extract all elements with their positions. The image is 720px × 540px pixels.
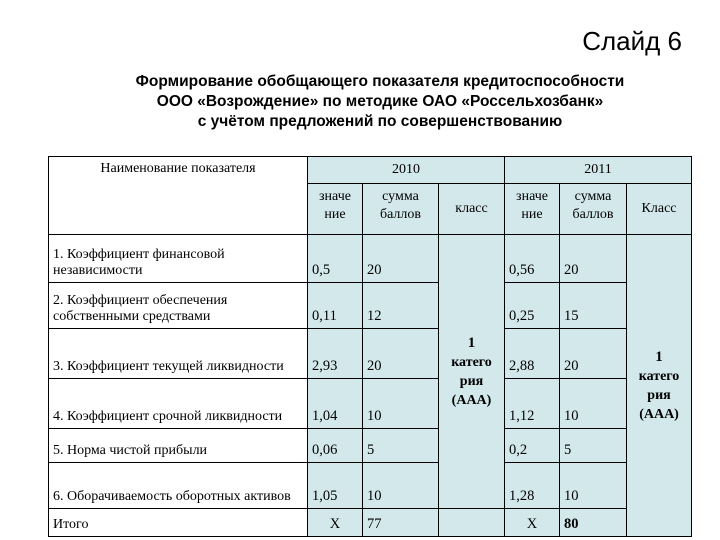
class-2010-empty-cell [439, 509, 505, 537]
row-value-2011: 0,56 [505, 235, 560, 283]
row-name: 1. Коэффициент финансовой независимости [49, 235, 308, 283]
row-score-2010: 5 [363, 429, 439, 463]
row-name: 4. Коэффициент срочной ликвидности [49, 379, 308, 429]
row-score-2010: 77 [363, 509, 439, 537]
class-2010-line3: рия [459, 373, 484, 389]
header-score-line2: баллов [379, 207, 422, 222]
creditworthiness-table [48, 156, 692, 537]
table-row [49, 329, 692, 379]
row-value-2010: 1,05 [308, 463, 363, 509]
header-value-line2: ние [521, 207, 543, 222]
header-score-2011 [560, 184, 627, 235]
row-value-2011: Х [505, 509, 560, 537]
row-score-2011: 20 [560, 329, 627, 379]
row-score-2010: 10 [363, 379, 439, 429]
header-value-2011 [505, 184, 560, 235]
class-2011-line1: 1 [655, 348, 663, 365]
table-row-total [49, 509, 692, 537]
class-2011-cell [627, 235, 692, 537]
class-2011-line4: (ААА) [639, 406, 679, 422]
slide-title [40, 72, 720, 132]
row-score-2011: 10 [560, 379, 627, 429]
row-value-2010: 2,93 [308, 329, 363, 379]
row-name: 6. Оборачиваемость оборотных активов [49, 463, 308, 509]
row-score-2011: 20 [560, 235, 627, 283]
row-score-2010: 20 [363, 329, 439, 379]
header-value-line1: значе [319, 189, 351, 204]
title-line-1: Формирование обобщающего показателя кредитоспособности [135, 73, 625, 90]
slide-number-label: Слайд 6 [582, 26, 682, 56]
header-score-line2: баллов [572, 207, 614, 222]
row-value-2010: 0,11 [308, 283, 363, 329]
header-score-line1: сумма [382, 189, 419, 204]
title-line-2: ООО «Возрождение» по методике ОАО «Россельхозбанк» [156, 93, 604, 110]
header-score-line1: сумма [574, 189, 612, 204]
header-year-2011: 2011 [505, 157, 692, 184]
row-value-2011: 1,12 [505, 379, 560, 429]
row-name: 5. Норма чистой прибыли [49, 429, 308, 463]
class-2011-line3: рия [647, 387, 671, 403]
header-value-line2: ние [324, 207, 346, 222]
row-value-2011: 0,2 [505, 429, 560, 463]
title-line-3: с учётом предложений по совершенствованию [197, 113, 563, 130]
row-name: 3. Коэффициент текущей ликвидности [49, 329, 308, 379]
row-name: 2. Коэффициент обеспечения собственными средствами [49, 283, 308, 329]
row-value-2010: 0,5 [308, 235, 363, 283]
row-value-2011: 2,88 [505, 329, 560, 379]
header-value-line1: значе [516, 189, 548, 204]
header-year-2010: 2010 [308, 157, 505, 184]
class-2010-cell [439, 235, 505, 509]
row-value-2011: 1,28 [505, 463, 560, 509]
row-value-2010: 0,06 [308, 429, 363, 463]
header-indicator-name: Наименование показателя [49, 157, 308, 235]
header-class-2011: Класс [627, 184, 692, 235]
class-2010-line4: (ААА) [451, 392, 492, 408]
row-name-total: Итого [49, 509, 308, 537]
row-score-2011: 10 [560, 463, 627, 509]
row-value-2011: 0,25 [505, 283, 560, 329]
table-row [49, 379, 692, 429]
table-row [49, 235, 692, 283]
row-score-2011: 80 [560, 509, 627, 537]
table-row [49, 463, 692, 509]
header-row-years [49, 157, 692, 184]
header-score-2010 [363, 184, 439, 235]
class-2010-line1: 1 [467, 334, 476, 351]
row-score-2011: 15 [560, 283, 627, 329]
row-value-2010: 1,04 [308, 379, 363, 429]
row-score-2010: 12 [363, 283, 439, 329]
table-row [49, 283, 692, 329]
header-class-2010: класс [439, 184, 505, 235]
row-score-2010: 20 [363, 235, 439, 283]
class-2010-line2: катего [451, 354, 492, 370]
class-2011-line2: катего [638, 368, 680, 384]
row-value-2010: Х [308, 509, 363, 537]
row-score-2011: 5 [560, 429, 627, 463]
row-score-2010: 10 [363, 463, 439, 509]
header-value-2010 [308, 184, 363, 235]
table-row [49, 429, 692, 463]
